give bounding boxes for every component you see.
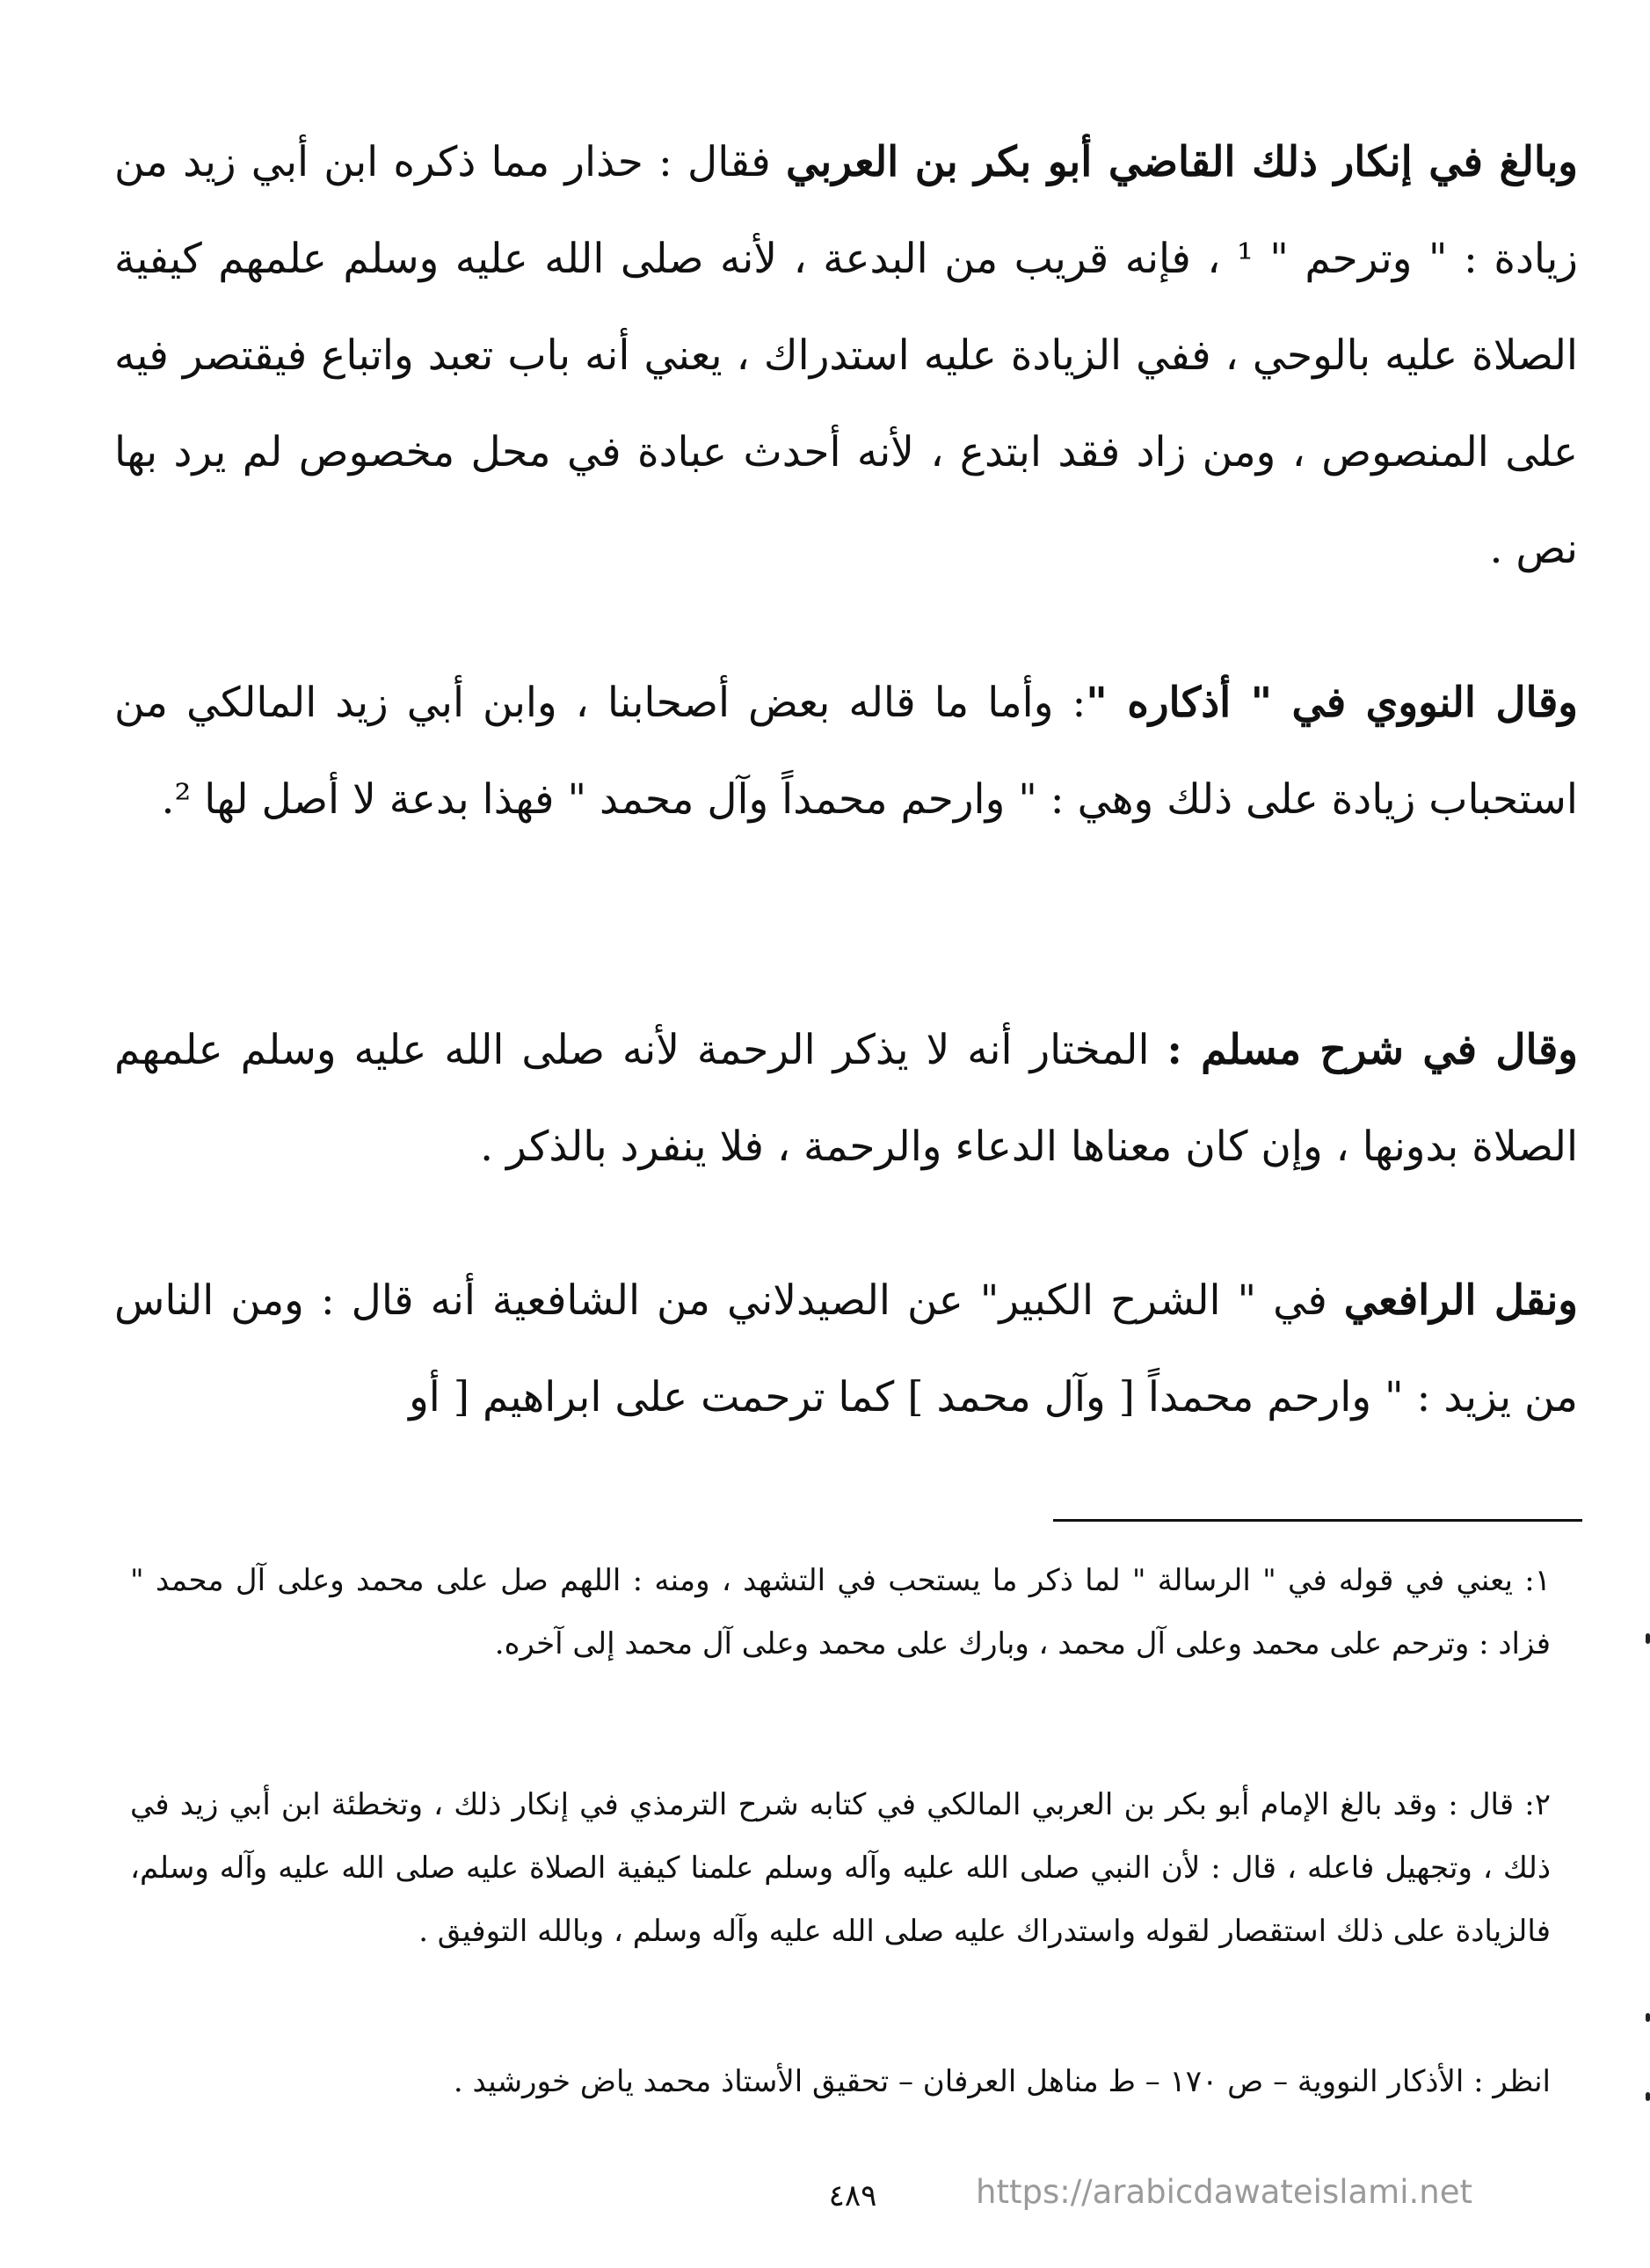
paragraph-body: : وأما ما قاله بعض أصحابنا ، وابن أبي زيد المالكي من استحباب زيادة على ذلك وهي : " وارحم محمداً وآل محمد " فهذا بدعة لا أصل لها ². (114, 679, 1578, 824)
paragraph-lead: وبالغ في إنكار ذلك القاضي أبو بكر بن العربي (785, 138, 1578, 186)
watermark-url: https://arabicdawateislami.net (976, 2173, 1472, 2211)
footnote-1: ١: يعني في قوله في " الرسالة " لما ذكر ما يستحب في التشهد ، ومنه : اللهم صل على محمد وعلى آل محمد " فزاد : وترحم على محمد وعلى آل محمد ، وبارك على محمد وعلى آل محمد إلى آخره. (130, 1563, 1551, 1661)
paragraph-lead: ونقل الرافعي (1343, 1276, 1578, 1325)
paragraph-lead: وقال النووي في " أذكاره " (1086, 679, 1578, 727)
footnote-reference: انظر : الأذكار النووية – ص ١٧٠ – ط مناهل العرفان – تحقيق الأستاذ محمد ياض خورشيد . (453, 2064, 1551, 2099)
page-number: ٤٨٩ (828, 2178, 877, 2213)
paragraph-body: في " الشرح الكبير" عن الصيدلاني من الشافعية أنه قال : ومن الناس من يزيد : " وارحم محمداً [ وآل محمد ] كما ترحمت على ابراهيم [ أو (114, 1276, 1578, 1421)
scan-edge-mark (1646, 2013, 1650, 2022)
footnote-2: ٢: قال : وقد بالغ الإمام أبو بكر بن العربي المالكي في كتابه شرح الترمذي في إنكار ذلك ، وتخطئة ابن أبي زيد في ذلك ، وتجهيل فاعله ، قال : لأن النبي صلى الله عليه وآله وسلم علمنا كيفية الصلاة عليه صلى الله عليه وآله وسلم، فالزيادة على ذلك استقصار لقوله واستدراك عليه صلى الله عليه وآله وسلم ، وبالله التوفيق . (130, 1787, 1551, 1949)
paragraph-sharh-muslim (114, 1002, 1578, 1196)
scan-edge-mark (1646, 2092, 1650, 2101)
paragraph-body: فقال : حذار مما ذكره ابن أبي زيد من زيادة : " وترحم " ¹ ، فإنه قريب من البدعة ، لأنه صلى الله عليه وسلم علمهم كيفية الصلاة عليه بالوحي ، ففي الزيادة عليه استدراك ، يعني أنه باب تعبد واتباع فيقتصر فيه على المنصوص ، ومن زاد فقد ابتدع ، لأنه أحدث عبادة في محل مخصوص لم يرد بها نص . (114, 138, 1579, 573)
paragraph-ibn-al-arabi (114, 114, 1578, 598)
footnote-separator (1053, 1519, 1582, 1522)
paragraph-nawawi (114, 655, 1578, 848)
paragraph-body: المختار أنه لا يذكر الرحمة لأنه صلى الله عليه وسلم علمهم الصلاة بدونها ، وإن كان معناها الدعاء والرحمة ، فلا ينفرد بالذكر . (114, 1026, 1578, 1171)
paragraph-lead: وقال في شرح مسلم : (1167, 1026, 1578, 1074)
scan-edge-mark (1646, 1633, 1650, 1644)
paragraph-rafii (114, 1253, 1578, 1446)
